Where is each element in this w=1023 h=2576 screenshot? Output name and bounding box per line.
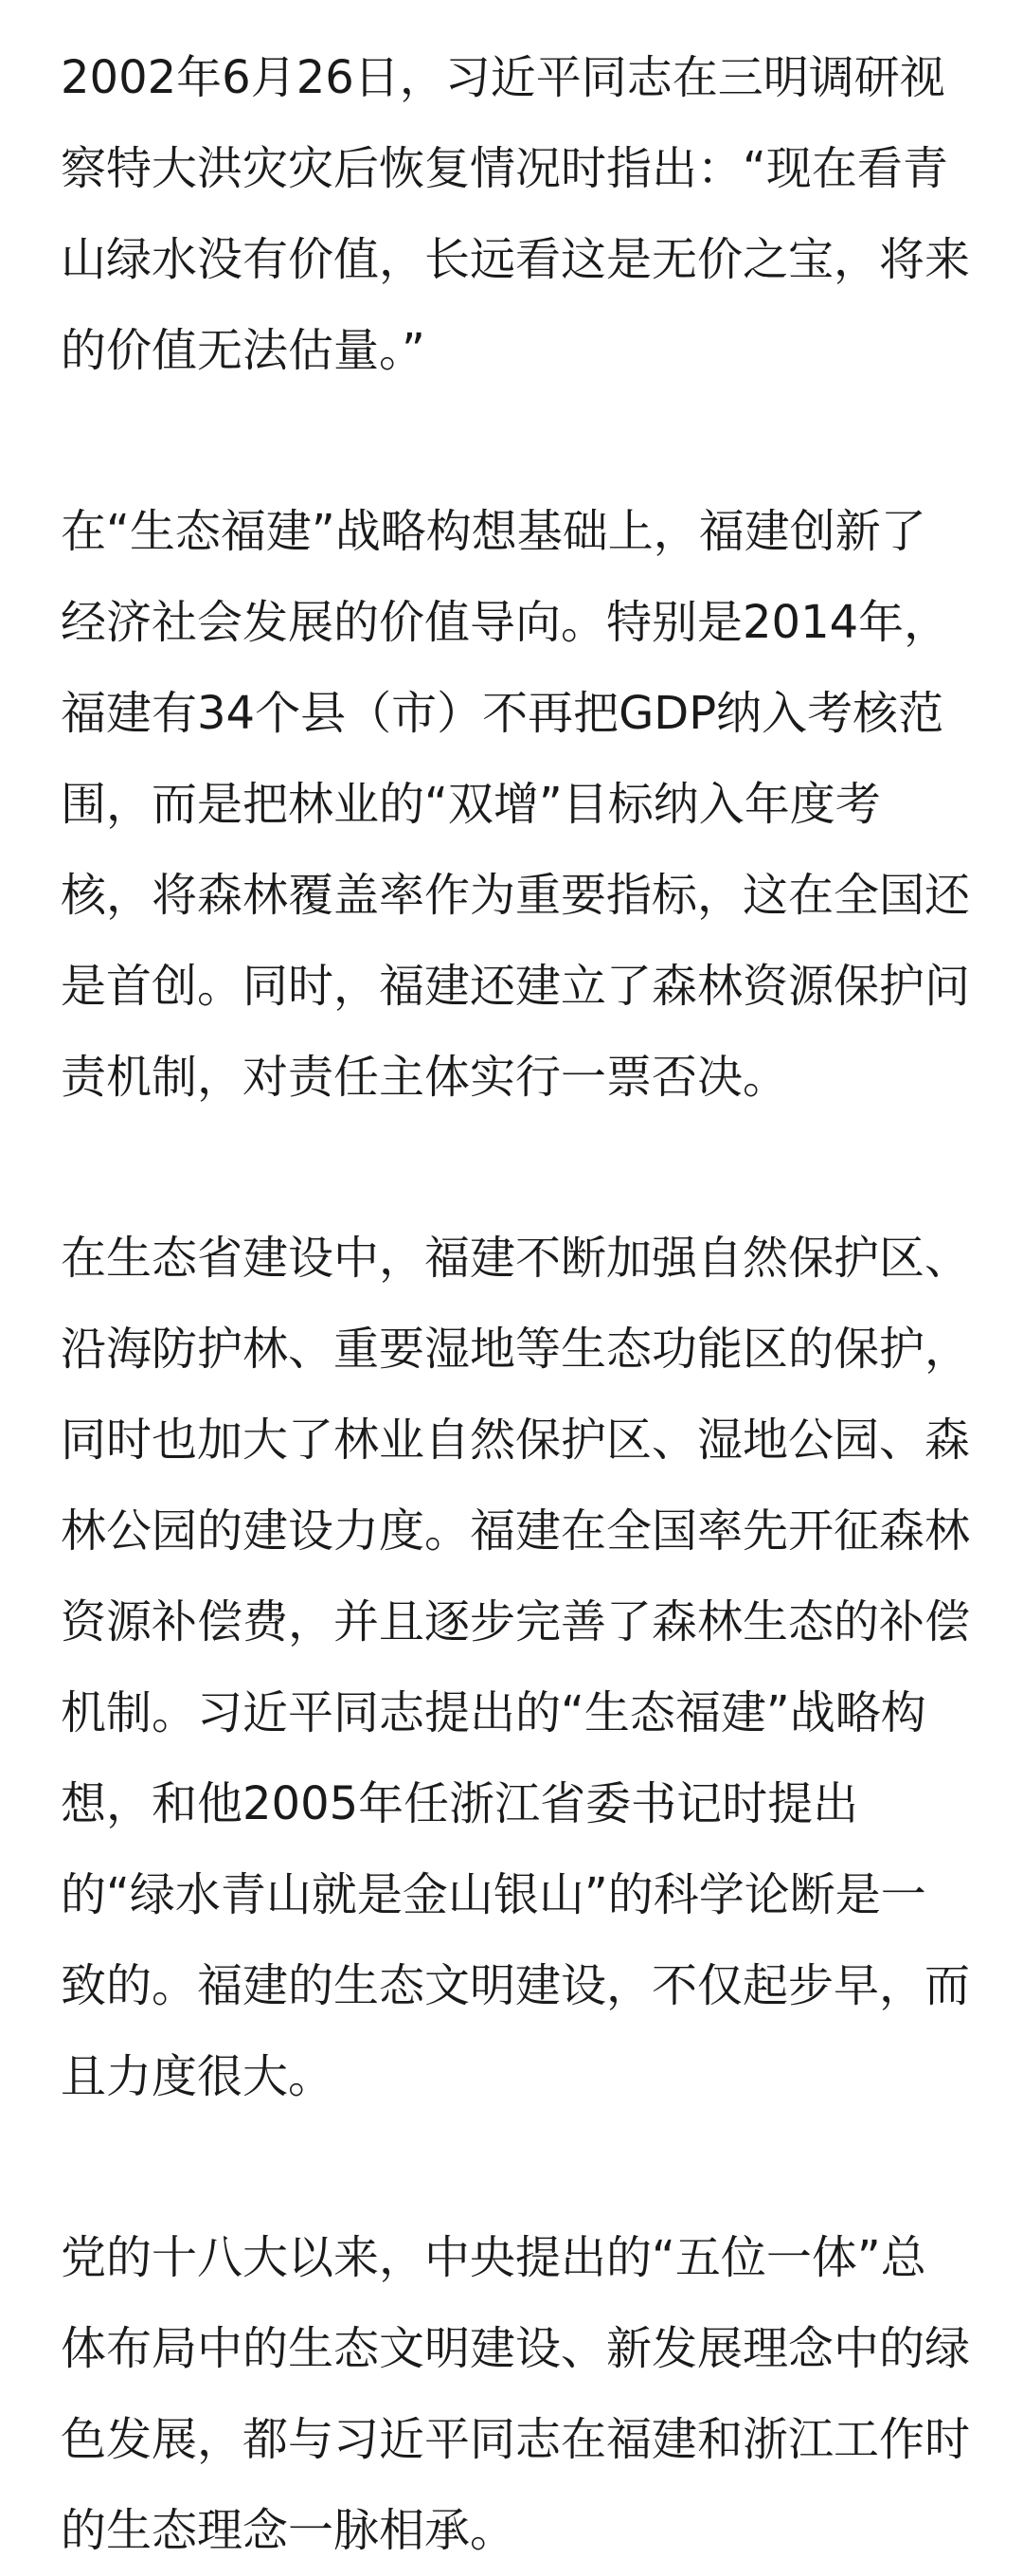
paragraph-3: 在生态省建设中，福建不断加强自然保护区、沿海防护林、重要湿地等生态功能区的保护，同时也加大了林业自然保护区、湿地公园、森林公园的建设力度。福建在全国率先开征森林资源补偿费，并且逐步完善了森林生态的补偿机制。习近平同志提出的“生态福建”战略构想，和他2005年任浙江省委书记时提出的“绿水青山就是金山银山”的科学论断是一致的。福建的生态文明建设，不仅起步早，而且力度很大。 (61, 1232, 971, 2103)
paragraph-2: 在“生态福建”战略构想基础上，福建创新了经济社会发展的价值导向。特别是2014年，福建有34个县（市）不再把GDP纳入考核范围，而是把林业的“双增”目标纳入年度考核，将森林覆盖率作为重要指标，这在全国还是首创。同时，福建还建立了森林资源保护问责机制，对责任主体实行一票否决。 (61, 505, 971, 1104)
paragraph-1: 2002年6月26日，习近平同志在三明调研视察特大洪灾灾后恢复情况时指出：“现在看青山绿水没有价值，长远看这是无价之宝，将来的价值无法估量。” (61, 51, 971, 377)
paragraph-4: 党的十八大以来，中央提出的“五位一体”总体布局中的生态文明建设、新发展理念中的绿色发展，都与习近平同志在福建和浙江工作时的生态理念一脉相承。 (61, 2231, 971, 2557)
